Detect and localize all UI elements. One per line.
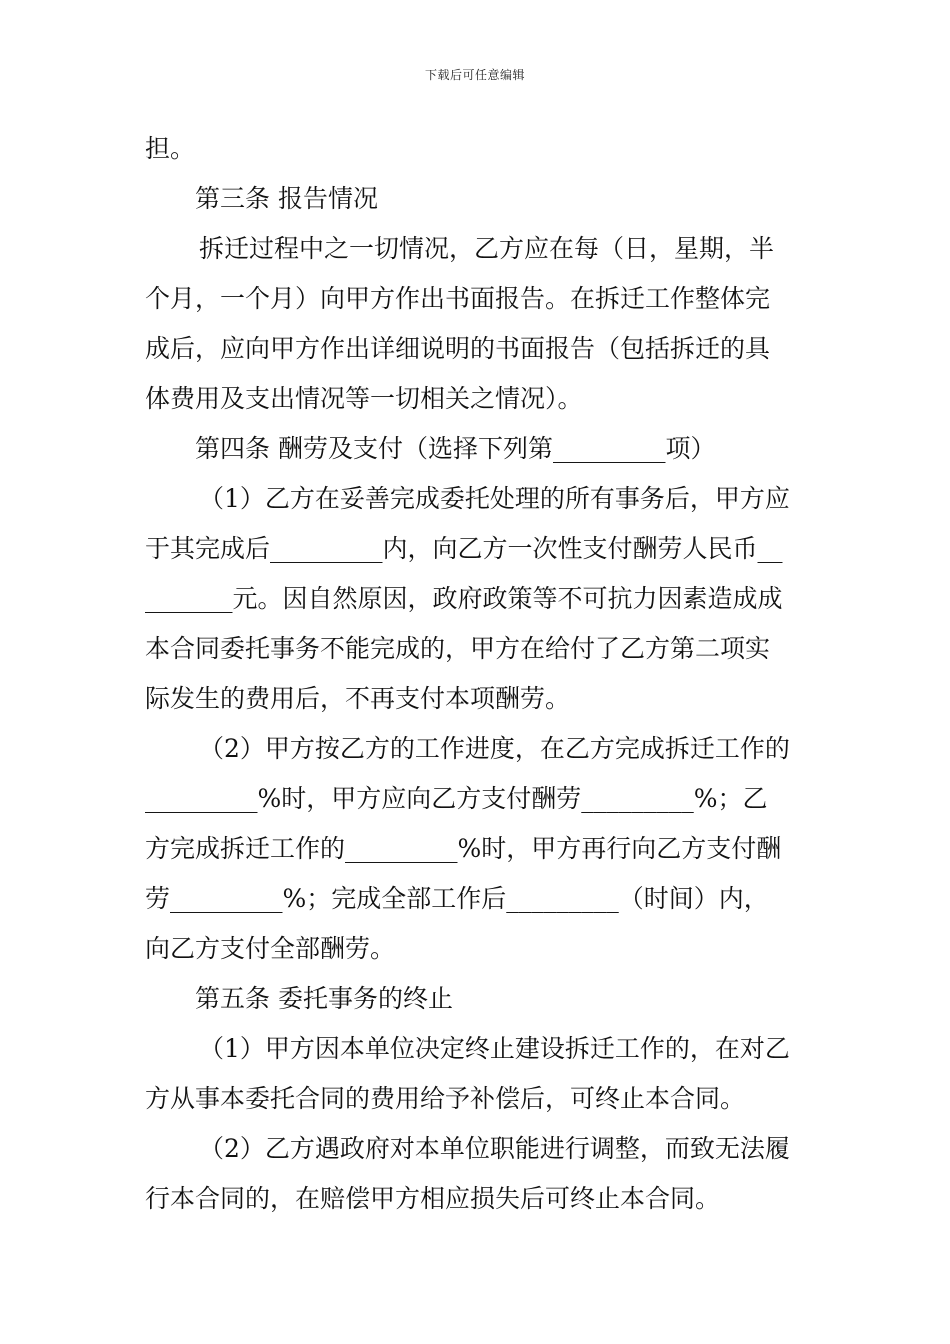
section-heading: 第四条 酬劳及支付（选择下列第_________项） (195, 434, 716, 463)
text-line: 于其完成后_________内，向乙方一次性支付酬劳人民币__ (145, 534, 783, 563)
text-line: _______元。因自然原因，政府政策等不可抗力因素造成成 (145, 584, 783, 613)
text-line: 向乙方支付全部酬劳。 (145, 934, 396, 963)
text-line: （1）乙方在妥善完成委托处理的所有事务后，甲方应 (199, 484, 790, 513)
text-line: 担。 (145, 134, 196, 163)
page-header: 下载后可任意编辑 (424, 68, 525, 82)
text-line: 际发生的费用后，不再支付本项酬劳。 (145, 684, 571, 713)
text-line: 拆迁过程中之一切情况，乙方应在每（日，星期，半 (199, 234, 775, 263)
text-line: （2）甲方按乙方的工作进度，在乙方完成拆迁工作的 (199, 734, 790, 763)
text-line: 行本合同的，在赔偿甲方相应损失后可终止本合同。 (145, 1184, 721, 1213)
text-line: 方从事本委托合同的费用给予补偿后，可终止本合同。 (145, 1084, 746, 1113)
text-line: 本合同委托事务不能完成的，甲方在给付了乙方第二项实 (145, 634, 771, 663)
section-heading: 第三条 报告情况 (195, 184, 378, 213)
section-heading: 第五条 委托事务的终止 (195, 984, 453, 1013)
text-line: 成后，应向甲方作出详细说明的书面报告（包括拆迁的具 (145, 334, 771, 363)
text-line: 体费用及支出情况等一切相关之情况）。 (145, 384, 583, 413)
text-line: 方完成拆迁工作的_________%时，甲方再行向乙方支付酬 (145, 834, 782, 863)
text-line: 个月，一个月）向甲方作出书面报告。在拆迁工作整体完 (145, 284, 771, 313)
text-line: _________%时，甲方应向乙方支付酬劳_________%；乙 (145, 784, 768, 813)
text-line: （2）乙方遇政府对本单位职能进行调整，而致无法履 (199, 1134, 790, 1163)
text-line: 劳_________%；完成全部工作后_________（时间）内， (145, 884, 769, 913)
text-line: （1）甲方因本单位决定终止建设拆迁工作的，在对乙 (199, 1034, 790, 1063)
